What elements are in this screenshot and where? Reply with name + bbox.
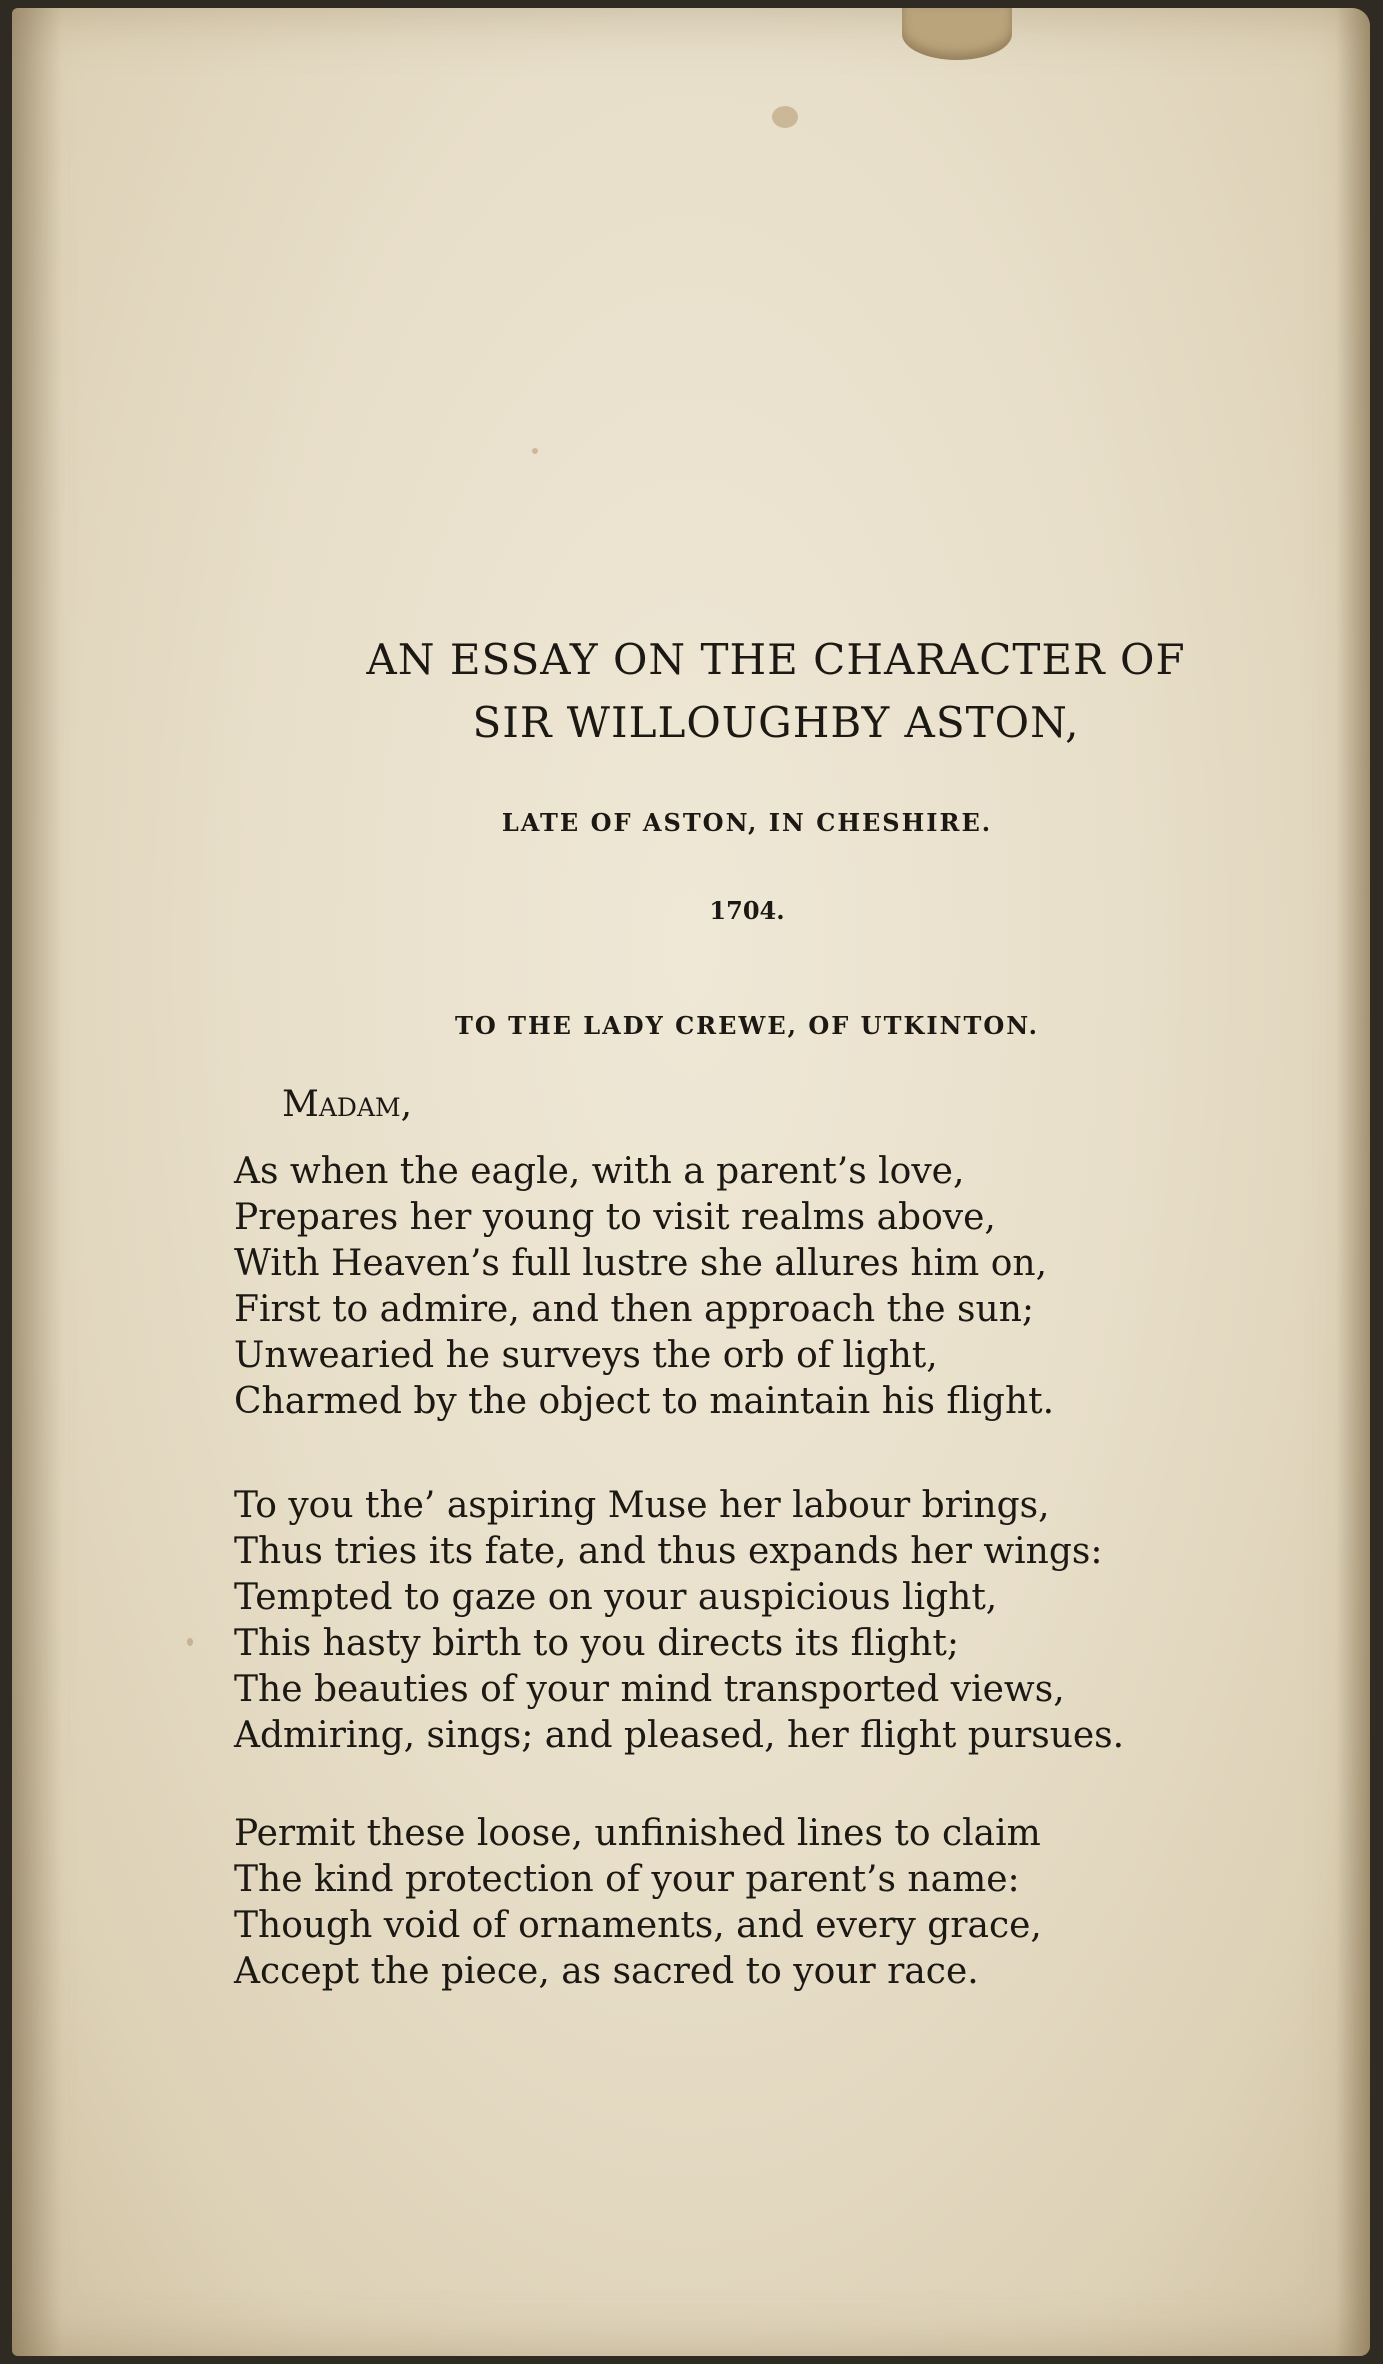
verse-line: Accept the piece, as sacred to your race.	[234, 1951, 979, 1992]
year: 1704.	[709, 896, 785, 925]
verse-line: Admiring, sings; and pleased, her flight pursues.	[234, 1715, 1125, 1756]
verse-line: Prepares her young to visit realms above,	[234, 1197, 996, 1238]
verse-line: Unwearied he surveys the orb of light,	[234, 1335, 938, 1376]
stanza-2	[234, 1483, 1124, 1759]
verse-line: Tempted to gaze on your auspicious light,	[234, 1577, 998, 1618]
verse-line: To you the’ aspiring Muse her labour brings,	[234, 1485, 1050, 1526]
verse-line: First to admire, and then approach the sun;	[234, 1289, 1035, 1330]
torn-edge	[902, 8, 1012, 60]
stanza-3	[234, 1811, 1042, 1995]
book-page	[12, 8, 1370, 2356]
verse-line: Permit these loose, unfinished lines to claim	[234, 1813, 1041, 1854]
foxing-spot	[187, 1638, 193, 1646]
verse-line: Charmed by the object to maintain his flight.	[234, 1381, 1055, 1422]
verse-line: As when the eagle, with a parent’s love,	[234, 1151, 965, 1192]
foxing-spot	[772, 106, 798, 128]
foxing-spot	[532, 448, 538, 454]
fore-edge-shadow	[1336, 8, 1370, 2356]
spine-shadow	[12, 8, 62, 2356]
verse-line: With Heaven’s full lustre she allures him on,	[234, 1243, 1048, 1284]
verse-line: Though void of ornaments, and every grace,	[234, 1905, 1042, 1946]
title-line-2: SIR WILLOUGHBY ASTON,	[472, 698, 1080, 747]
subtitle: LATE OF ASTON, IN CHESHIRE.	[501, 808, 993, 837]
title-line-1: AN ESSAY ON THE CHARACTER OF	[366, 635, 1186, 684]
verse-line: The beauties of your mind transported views,	[234, 1669, 1065, 1710]
verse-line: The kind protection of your parent’s name:	[234, 1859, 1020, 1900]
dedication: TO THE LADY CREWE, OF UTKINTON.	[454, 1011, 1040, 1040]
verse-line: This hasty birth to you directs its flight;	[234, 1623, 959, 1664]
verse-line: Thus tries its fate, and thus expands her wings:	[234, 1531, 1103, 1572]
salutation: Madam,	[282, 1084, 413, 1125]
stanza-1	[234, 1149, 1054, 1425]
